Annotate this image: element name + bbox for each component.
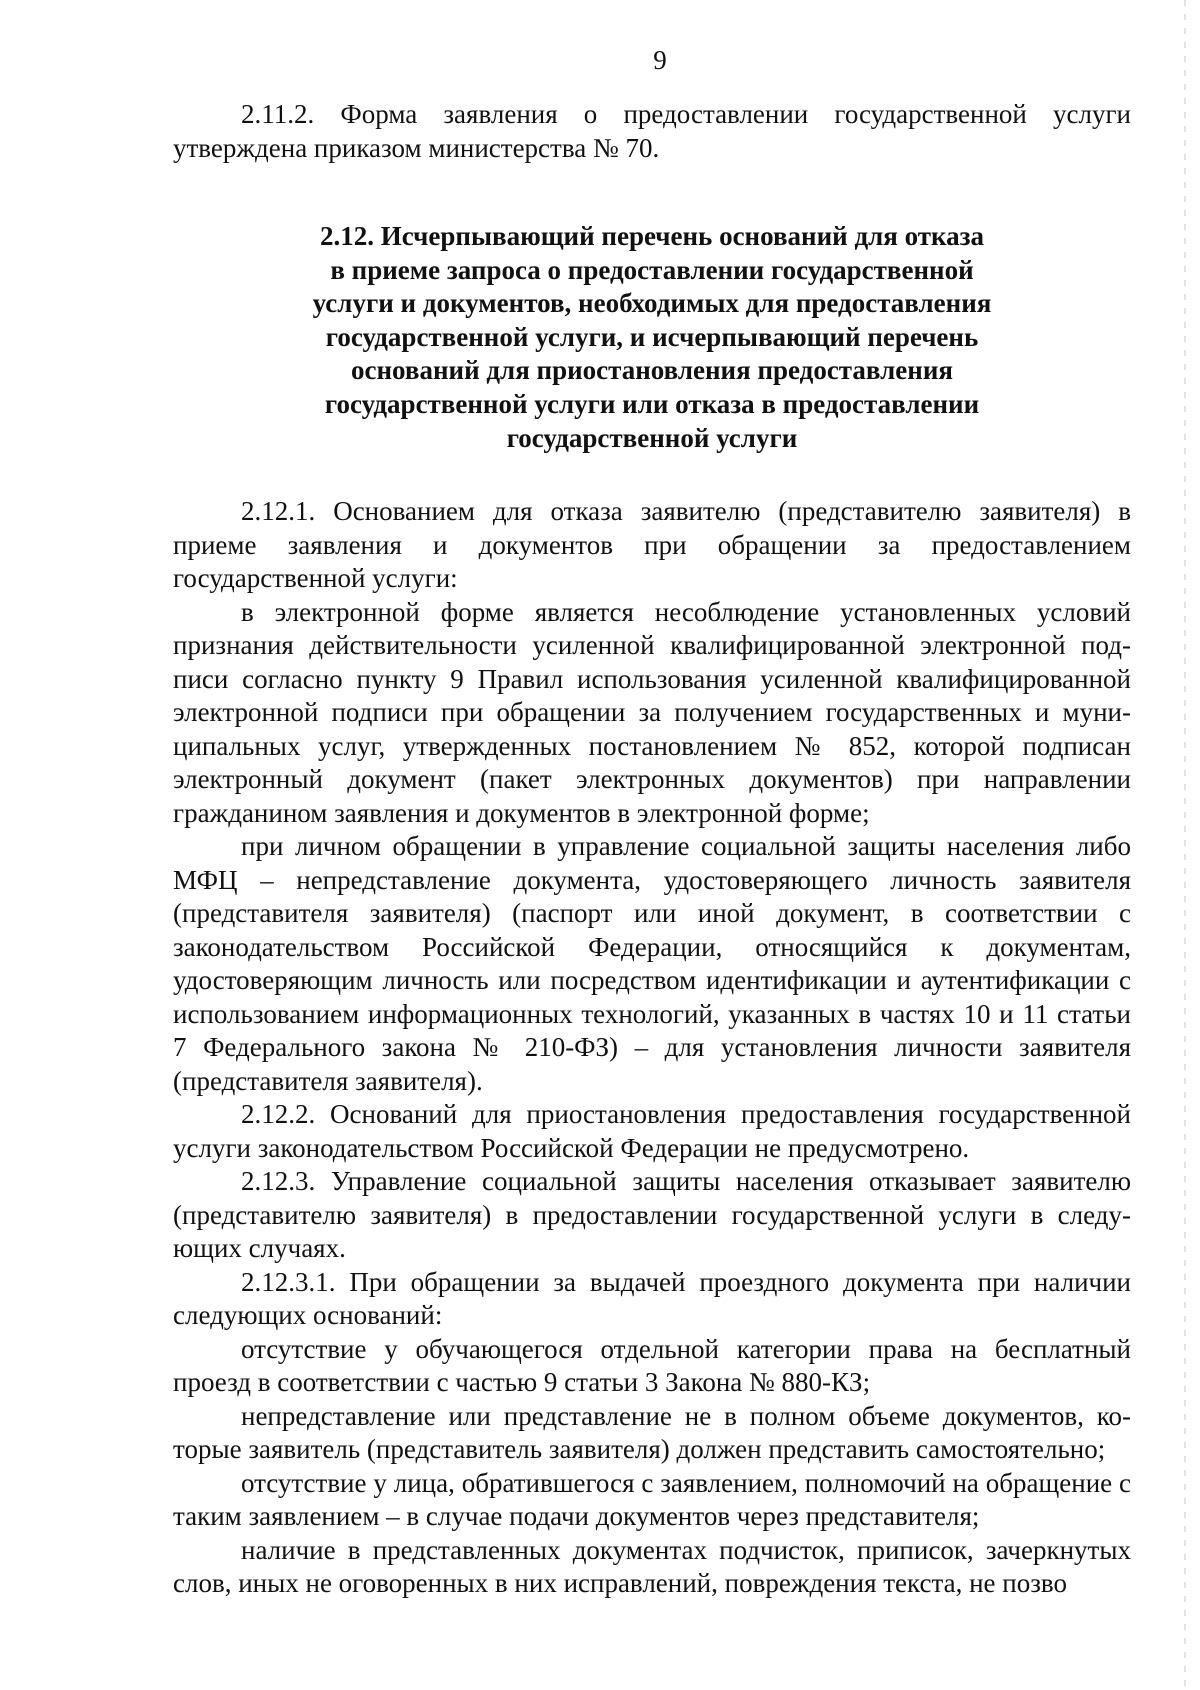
heading-line: государственной услуги — [506, 422, 798, 453]
paragraph-2-11-2: 2.11.2. Форма заявления о предоставлении государственной услуги утверждена приказом министерства № 70. — [173, 99, 1131, 163]
section-heading-2-12 — [173, 220, 1131, 455]
paragraph-no-authority: отсутствие у лица, обратившегося с заявлением, полномочий на обращение с таким заявлением – в случае подачи документов через представителя; — [173, 1467, 1131, 1532]
paragraph-no-right: отсутствие у обучающегося отдельной категории права на бесплатный проезд в соответствии с частью 9 статьи 3 Закона № 880-КЗ; — [173, 1333, 1131, 1398]
heading-line: оснований для приостановления предоставления — [351, 355, 953, 386]
heading-line: в приеме запроса о предоставлении государственной — [330, 254, 974, 285]
paragraph-personal-visit: при личном обращении в управление социальной защиты населения либо МФЦ – непредставление документа, удостоверяющего личность заявителя (представителя заявителя) (паспорт или иной документ, в соответствии с законодательством Российской Федерации, относящийся к документам, удостоверяющим личность или посредством идентификации и аутентификации с использованием информационных технологий, указанных в частях 10 и 11 статьи 7 Федерального закона № 210-ФЗ) – для установления личности заявителя (представителя заявителя). — [173, 831, 1131, 1096]
paragraph-2-12-3-1: 2.12.3.1. При обращении за выдачей проездного документа при наличии следующих оснований: — [173, 1266, 1131, 1331]
page-number: 9 — [653, 45, 667, 75]
paragraph-incomplete-docs: непредставление или представление не в полном объеме документов, которые заявитель (представитель заявителя) должен представить самостоятельно; — [173, 1400, 1131, 1465]
paragraph-corrections: наличие в представленных документах подчисток, приписок, зачеркнутых слов, иных не оговоренных в них исправлений, повреждения текста, не позво — [173, 1534, 1131, 1599]
document-body — [173, 98, 1131, 1601]
paragraph-2-12-2: 2.12.2. Оснований для приостановления предоставления государственной услуги законодательством Российской Федерации не предусмотрено. — [173, 1099, 1131, 1163]
paragraph-electronic-form: в электронной форме является несоблюдение установленных условий признания действительности усиленной квалифицированной электронной подписи согласно пункту 9 Правил использования усиленной квалифицированной электронной подписи при обращении за получением государственных и муниципальных услуг, утвержденных постановлением № 852, которой подписан электронный документ (пакет электронных документов) при направлении гражданином заявления и документов в электронной форме; — [173, 596, 1131, 828]
heading-line: государственной услуги или отказа в предоставлении — [324, 388, 980, 419]
heading-line: 2.12. Исчерпывающий перечень оснований для отказа — [319, 221, 985, 251]
heading-line: услуги и документов, необходимых для предоставления — [312, 288, 992, 319]
scan-edge-artifact — [1184, 0, 1186, 1690]
paragraph-2-12-1: 2.12.1. Основанием для отказа заявителю (представителю заявителя) в приеме заявления и документов при обращении за предоставлением государственной услуги: — [173, 496, 1131, 594]
heading-line: государственной услуги, и исчерпывающий перечень — [325, 321, 979, 352]
paragraph-2-12-3: 2.12.3. Управление социальной защиты населения отказывает заявителю (представителю заявителя) в предоставлении государственной услуги в следующих случаях. — [173, 1166, 1131, 1264]
